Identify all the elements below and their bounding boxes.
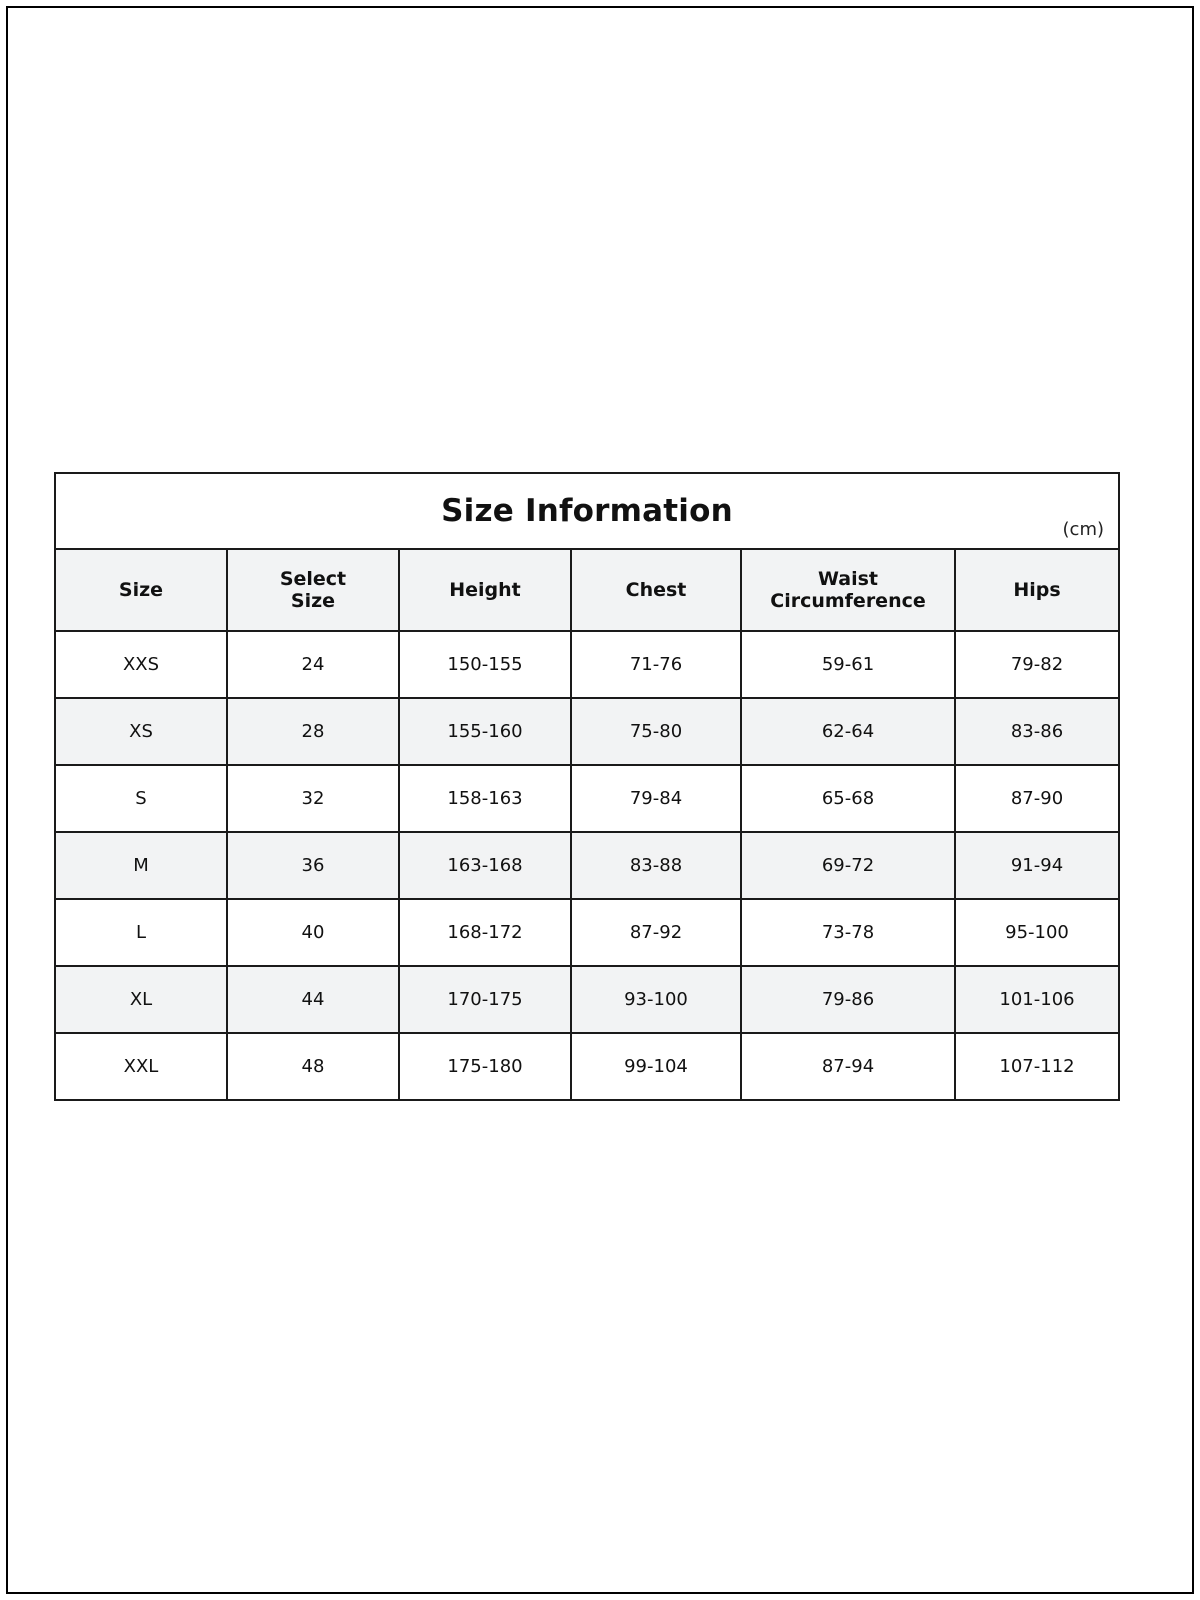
cell-select-size: 48: [227, 1033, 399, 1100]
cell-hips: 107-112: [955, 1033, 1119, 1100]
cell-chest: 87-92: [571, 899, 741, 966]
column-header-hips: Hips: [955, 549, 1119, 631]
cell-height: 158-163: [399, 765, 571, 832]
cell-waist: 62-64: [741, 698, 955, 765]
cell-height: 155-160: [399, 698, 571, 765]
cell-waist: 87-94: [741, 1033, 955, 1100]
cell-waist: 79-86: [741, 966, 955, 1033]
cell-chest: 99-104: [571, 1033, 741, 1100]
column-header-waist-line2: Circumference: [770, 590, 926, 612]
cell-size: XS: [55, 698, 227, 765]
table-row: [55, 832, 1119, 899]
cell-size: XXS: [55, 631, 227, 698]
column-header-waist-circumference: [741, 549, 955, 631]
column-header-waist-line1: Waist: [817, 567, 878, 590]
cell-waist: 73-78: [741, 899, 955, 966]
cell-chest: 75-80: [571, 698, 741, 765]
table-title-cell: [55, 473, 1119, 549]
column-header-chest: Chest: [571, 549, 741, 631]
cell-select-size: 36: [227, 832, 399, 899]
page-title: Size Information: [441, 493, 733, 529]
cell-select-size: 44: [227, 966, 399, 1033]
cell-chest: 79-84: [571, 765, 741, 832]
table-row: [55, 698, 1119, 765]
cell-select-size: 24: [227, 631, 399, 698]
cell-chest: 93-100: [571, 966, 741, 1033]
cell-select-size: 40: [227, 899, 399, 966]
table-row: [55, 765, 1119, 832]
unit-note: (cm): [1062, 519, 1105, 540]
size-information-table: [54, 472, 1120, 1101]
cell-height: 170-175: [399, 966, 571, 1033]
cell-select-size: 28: [227, 698, 399, 765]
cell-hips: 87-90: [955, 765, 1119, 832]
cell-size: S: [55, 765, 227, 832]
table-row: [55, 1033, 1119, 1100]
cell-hips: 83-86: [955, 698, 1119, 765]
column-header-size: Size: [55, 549, 227, 631]
cell-waist: 65-68: [741, 765, 955, 832]
cell-hips: 95-100: [955, 899, 1119, 966]
column-header-select-size: [227, 549, 399, 631]
table-row: [55, 899, 1119, 966]
cell-chest: 83-88: [571, 832, 741, 899]
cell-size: XXL: [55, 1033, 227, 1100]
cell-hips: 101-106: [955, 966, 1119, 1033]
table-row: [55, 631, 1119, 698]
cell-size: M: [55, 832, 227, 899]
cell-hips: 91-94: [955, 832, 1119, 899]
column-header-height: Height: [399, 549, 571, 631]
cell-height: 168-172: [399, 899, 571, 966]
column-header-select-size-line2: Size: [290, 590, 336, 612]
cell-height: 163-168: [399, 832, 571, 899]
cell-size: L: [55, 899, 227, 966]
cell-size: XL: [55, 966, 227, 1033]
cell-height: 150-155: [399, 631, 571, 698]
cell-select-size: 32: [227, 765, 399, 832]
column-header-select-size-line1: Select: [279, 567, 347, 590]
cell-waist: 59-61: [741, 631, 955, 698]
cell-hips: 79-82: [955, 631, 1119, 698]
table-title-row: [55, 473, 1119, 549]
table-header-row: [55, 549, 1119, 631]
cell-waist: 69-72: [741, 832, 955, 899]
cell-chest: 71-76: [571, 631, 741, 698]
cell-height: 175-180: [399, 1033, 571, 1100]
table-row: [55, 966, 1119, 1033]
size-information-table-container: [54, 472, 1118, 1101]
